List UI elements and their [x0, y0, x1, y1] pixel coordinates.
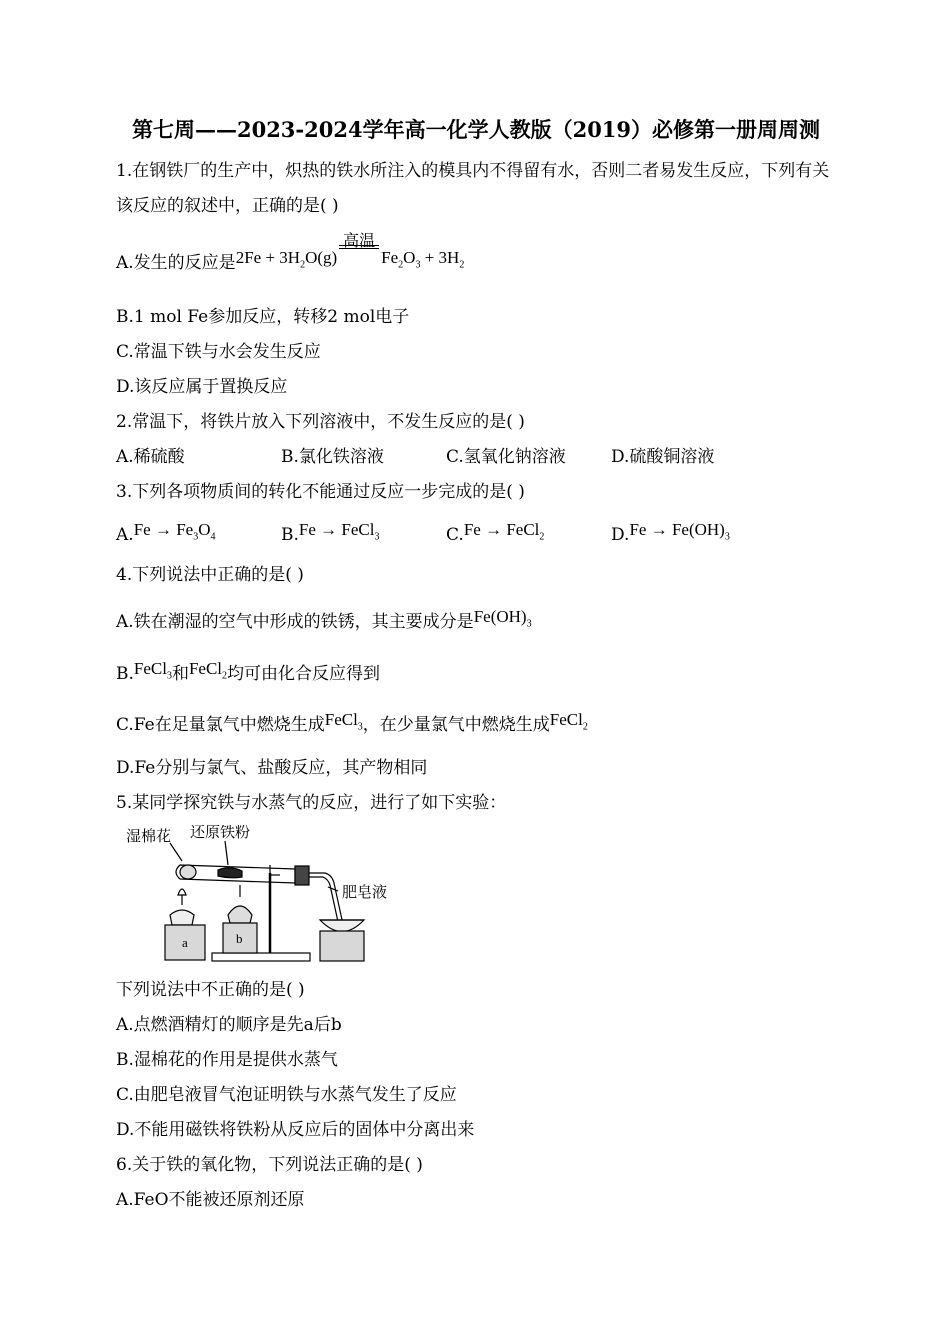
q3-stem: 3.下列各项物质间的转化不能通过反应一步完成的是( ): [116, 482, 525, 502]
q1-stem: 1.在钢铁厂的生产中，炽热的铁水所注入的模具内不得留有水，否则二者易发生反应，下列有关该反应的叙述中，正确的是( ): [116, 161, 830, 216]
q3-option-b: B.Fe → FeCl$_3$: [281, 520, 380, 545]
reaction-condition-arrow: 高温: [337, 239, 381, 263]
q1-a-prefix: A.发生的反应是: [116, 253, 236, 273]
q5-stem: 5.某同学探究铁与水蒸气的反应，进行了如下实验：: [116, 792, 507, 813]
label-soap-solution: 肥皂液: [342, 882, 388, 901]
experiment-apparatus-figure: [120, 825, 390, 965]
q5-option-b: B.湿棉花的作用是提供水蒸气: [116, 1049, 338, 1070]
q1-option-c: C.常温下铁与水会发生反应: [116, 342, 321, 362]
q3-option-d: $D.Fe \to Fe(OH)_3$: [611, 520, 730, 545]
q5-option-a: A.点燃酒精灯的顺序是先a后b: [116, 1014, 342, 1035]
q6-option-a: A.FeO不能被还原剂还原: [116, 1189, 305, 1210]
q3-option-c: C.Fe → FeCl$_2$: [446, 520, 545, 545]
q4-option-b: B.FeCl$_3$和FeCl$_2$均可由化合反应得到: [116, 658, 381, 684]
q2-option-a: A.稀硫酸: [116, 447, 185, 467]
wet-cotton-plug: [180, 865, 196, 879]
label-b: b: [236, 930, 243, 946]
q5-option-d: D.不能用磁铁将铁粉从反应后的固体中分离出来: [116, 1119, 475, 1140]
q3-option-a: $A.Fe \to Fe_3O_4$: [116, 520, 216, 545]
q4-stem: 4.下列说法中正确的是( ): [116, 565, 304, 586]
q2-option-b: B.氯化铁溶液: [281, 447, 384, 467]
document-page: [116, 110, 836, 1218]
q6-stem: 6.关于铁的氧化物，下列说法正确的是( ): [116, 1154, 423, 1175]
dish-stand: [320, 931, 364, 961]
q5-question: 下列说法中不正确的是( ): [116, 979, 305, 1000]
q3-options: [116, 512, 836, 554]
q4-option-d: D.Fe分别与氯气、盐酸反应，其产物相同: [116, 757, 428, 778]
label-iron-powder: 还原铁粉: [190, 824, 251, 841]
q2-stem: 2.常温下，将铁片放入下列溶液中，不发生反应的是( ): [116, 412, 525, 432]
page-title: 第七周——2023-2024学年高一化学人教版（2019）必修第一册周周测: [131, 117, 821, 142]
q1-option-d: D.该反应属于置换反应: [116, 377, 288, 397]
q2-option-d: D.硫酸铜溶液: [611, 447, 715, 467]
iron-powder-mark: [218, 867, 242, 877]
q4-option-c: C.Fe在足量氯气中燃烧生成FeCl$_3$，在少量氯气中燃烧生成FeCl$_2$: [116, 710, 588, 736]
q4-option-a: A.铁在潮湿的空气中形成的铁锈，其主要成分是$Fe(OH)_3$: [116, 607, 532, 633]
q2-options: [116, 440, 836, 475]
q2-option-c: C.氢氧化钠溶液: [446, 447, 566, 467]
q1-a-equation: $2Fe + 3H_2O(g)$ 高温 $Fe_2O_3 + 3H_2$: [235, 231, 465, 271]
q1-option-a: [116, 231, 836, 282]
q5-option-c: C.由肥皂液冒气泡证明铁与水蒸气发生了反应: [116, 1084, 457, 1105]
label-wet-cotton: 湿棉花: [126, 826, 172, 845]
label-a: a: [182, 934, 188, 950]
q1-option-b: B.1 mol Fe参加反应，转移2 mol电子: [116, 307, 410, 327]
